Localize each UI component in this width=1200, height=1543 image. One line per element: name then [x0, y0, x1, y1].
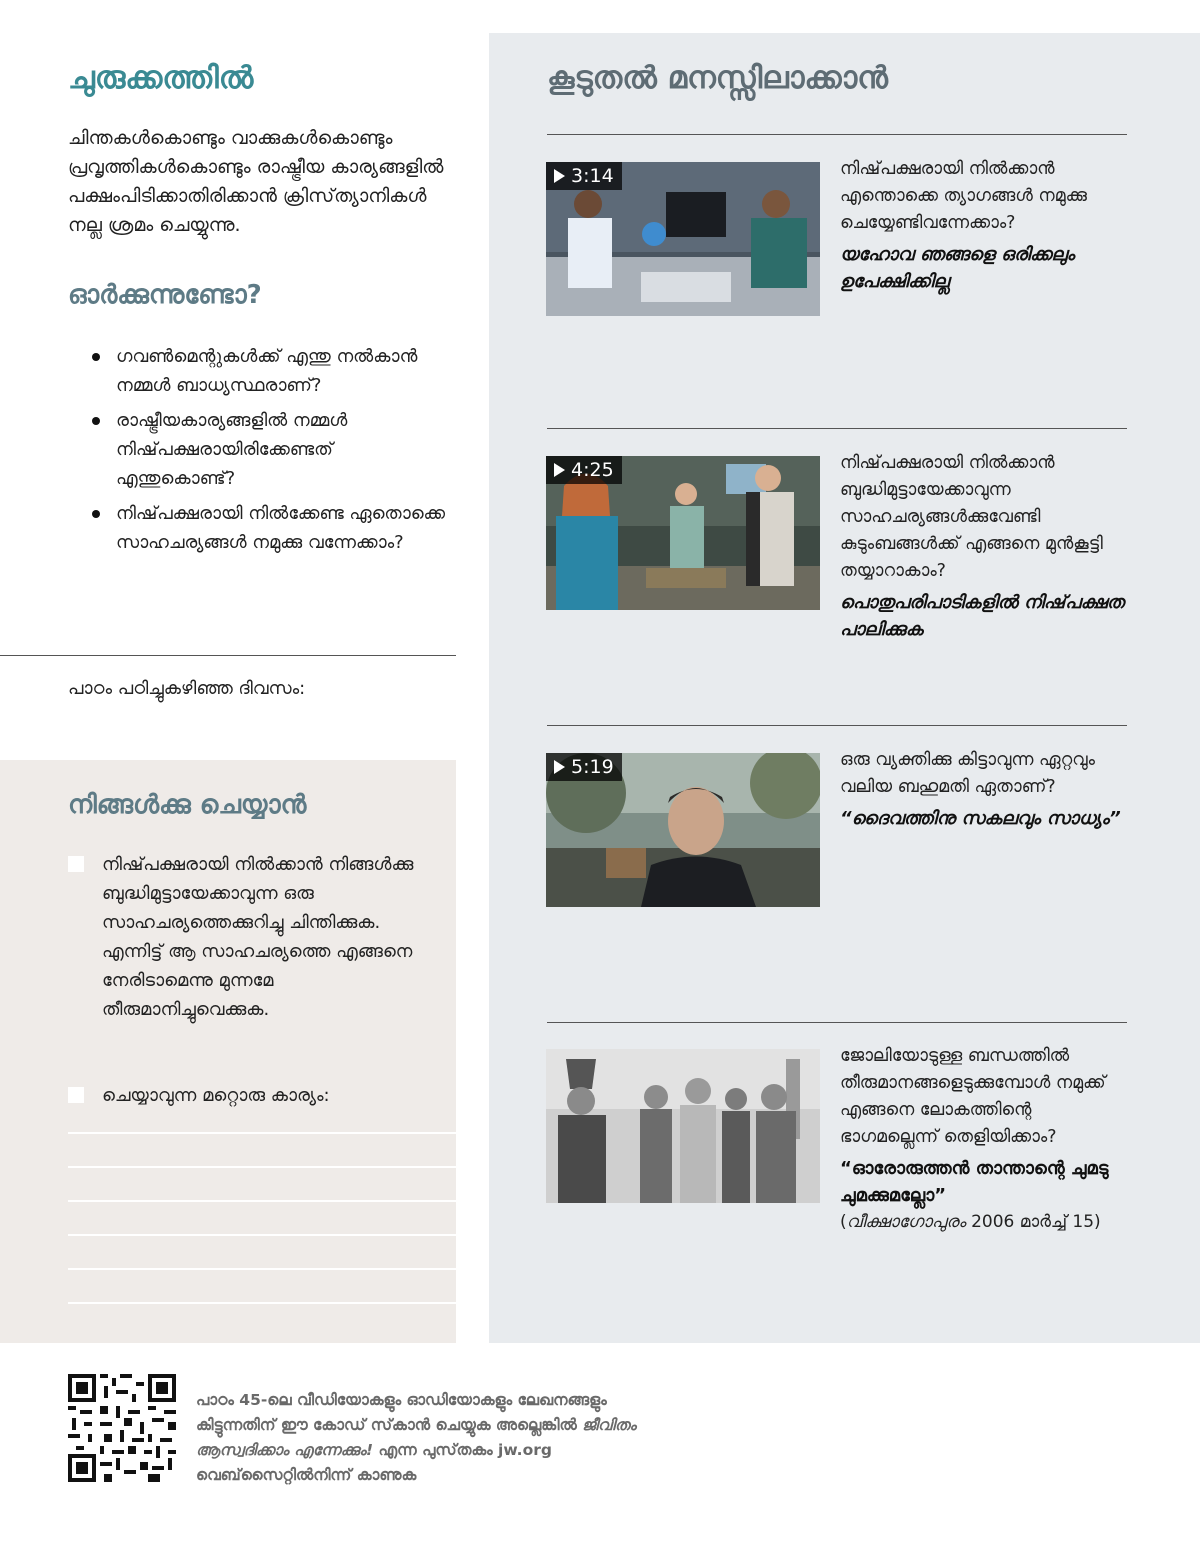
todo-panel — [0, 760, 456, 1343]
todo-item-text: ചെയ്യാവുന്ന മറ്റൊരു കാര്യം: — [102, 1085, 330, 1106]
checkbox[interactable] — [68, 856, 84, 872]
remember-item: നിഷ്‌പക്ഷരായി നിൽക്കേണ്ട ഏതൊക്കെ സാഹചര്യങ്ങൾ നമുക്കു വന്നേക്കാം? — [92, 499, 452, 557]
write-line[interactable] — [68, 1200, 456, 1202]
video-description — [840, 450, 1130, 643]
article-description — [840, 1043, 1130, 1236]
article-title-link[interactable]: “ഓരോരുത്തൻ താന്താന്റെ ചുമടു ചുമക്കുമല്ലോ” — [840, 1158, 1109, 1206]
summary-title: ചുരുക്കത്തിൽ — [68, 60, 254, 96]
summary-text: ചിന്തകൾകൊണ്ടും വാക്കുകൾകൊണ്ടും പ്രവൃത്തികൾകൊണ്ടും രാഷ്ട്രീയ കാര്യങ്ങളിൽ പക്ഷംപിടിക്കാതിരിക്കാൻ ക്രിസ്‌ത്യാനികൾ നല്ല ശ്രമം ചെയ്യുന്നു. — [68, 127, 444, 236]
video-description — [840, 156, 1130, 295]
remember-title: ഓർക്കുന്നുണ്ടോ? — [68, 280, 262, 310]
video-title-link[interactable]: “ദൈവത്തിനു സകലവും സാധ്യം” — [840, 808, 1121, 829]
article-reference: (വീക്ഷാഗോപുരം 2006 മാർച്ച്‌ 15) — [840, 1212, 1101, 1232]
remember-item: ഗവൺമെന്റുകൾക്ക്‌ എന്തു നൽകാൻ നമ്മൾ ബാധ്യസ്ഥരാണ്‌? — [92, 342, 452, 400]
lesson-date-label: പാഠം പഠിച്ചുകഴിഞ്ഞ ദിവസം: — [68, 678, 306, 699]
article-thumbnail[interactable] — [546, 1049, 820, 1203]
video-title-link[interactable]: പൊതുപരിപാടികളിൽ നിഷ്‌പക്ഷത പാലിക്കുക — [840, 592, 1125, 640]
play-icon — [554, 463, 565, 477]
babylon-illustration-image — [546, 1049, 820, 1203]
magazine-name: വീക്ഷാഗോപുരം — [846, 1212, 966, 1232]
divider — [0, 655, 456, 656]
todo-title: നിങ്ങൾക്കു ചെയ്യാൻ — [68, 790, 307, 820]
write-line[interactable] — [68, 1234, 456, 1236]
video-duration: 3:14 — [546, 162, 622, 190]
todo-item — [68, 1081, 428, 1110]
remember-list — [92, 342, 452, 563]
todo-item — [68, 850, 428, 1024]
divider — [547, 134, 1127, 135]
write-line[interactable] — [68, 1166, 456, 1168]
video-question: നിഷ്‌പക്ഷരായി നിൽക്കാൻ ബുദ്ധിമുട്ടായേക്കാവുന്ന സാഹചര്യങ്ങൾക്കുവേണ്ടി കുടുംബങ്ങൾക്ക്‌ എങ്ങനെ മുൻകൂട്ടി തയ്യാറാകാം? — [840, 453, 1103, 581]
footer-note: പാഠം 45-ലെ വീഡിയോകളും ഓഡിയോകളും ലേഖനങ്ങളും കിട്ടുന്നതിന്‌ ഈ കോഡ്‌ സ്‌കാൻ ചെയ്യുക അല്ലെങ്കിൽ ജീവിതം ആസ്വദിക്കാം എന്നേക്കും! എന്ന പുസ്‌തകം jw.org വെബ്‌സൈറ്റിൽനിന്ന്‌ കാണുക — [196, 1391, 637, 1484]
divider — [547, 428, 1127, 429]
play-icon — [554, 760, 565, 774]
write-line[interactable] — [68, 1268, 456, 1270]
video-question: ഒരു വ്യക്തിക്കു കിട്ടാവുന്ന ഏറ്റവും വലിയ ബഹുമതി ഏതാണ്‌? — [840, 750, 1095, 797]
divider — [547, 725, 1127, 726]
write-line[interactable] — [68, 1132, 456, 1134]
qr-code-icon[interactable] — [68, 1374, 176, 1482]
remember-item: രാഷ്ട്രീയകാര്യങ്ങളിൽ നമ്മൾ നിഷ്‌പക്ഷരായിരിക്കേണ്ടത്‌ എന്തുകൊണ്ട്‌? — [92, 406, 452, 493]
video-duration: 4:25 — [546, 456, 622, 484]
video-thumbnail[interactable] — [546, 162, 820, 316]
learn-more-title: കൂടുതൽ മനസ്സിലാക്കാൻ — [547, 60, 888, 96]
play-icon — [554, 169, 565, 183]
video-thumbnail[interactable] — [546, 753, 820, 907]
video-title-link[interactable]: യഹോവ ഞങ്ങളെ ഒരിക്കലും ഉപേക്ഷിക്കില്ല — [840, 244, 1075, 292]
write-line[interactable] — [68, 1302, 456, 1304]
video-question: നിഷ്‌പക്ഷരായി നിൽക്കാൻ എന്തൊക്കെ ത്യാഗങ്ങൾ നമുക്കു ചെയ്യേണ്ടിവന്നേക്കാം? — [840, 159, 1087, 233]
checkbox[interactable] — [68, 1087, 84, 1103]
video-thumbnail[interactable] — [546, 456, 820, 610]
divider — [547, 1022, 1127, 1023]
video-duration: 5:19 — [546, 753, 622, 781]
video-description — [840, 747, 1130, 832]
book-title: ജീവിതം ആസ്വദിക്കാം എന്നേക്കും! — [196, 1416, 637, 1459]
todo-item-text: നിഷ്‌പക്ഷരായി നിൽക്കാൻ നിങ്ങൾക്കു ബുദ്ധിമുട്ടായേക്കാവുന്ന ഒരു സാഹചര്യത്തെക്കുറിച്ചു ചിന്തിക്കുക. എന്നിട്ട്‌ ആ സാഹചര്യത്തെ എങ്ങനെ നേരിടാമെന്നു മുന്നമേ തീരുമാനിച്ചുവെക്കുക. — [102, 854, 414, 1020]
article-question: ജോലിയോടുള്ള ബന്ധത്തിൽ തീരുമാനങ്ങളെടുക്കുമ്പോൾ നമുക്ക്‌ എങ്ങനെ ലോകത്തിന്റെ ഭാഗമല്ലെന്ന്‌ തെളിയിക്കാം? — [840, 1046, 1106, 1147]
